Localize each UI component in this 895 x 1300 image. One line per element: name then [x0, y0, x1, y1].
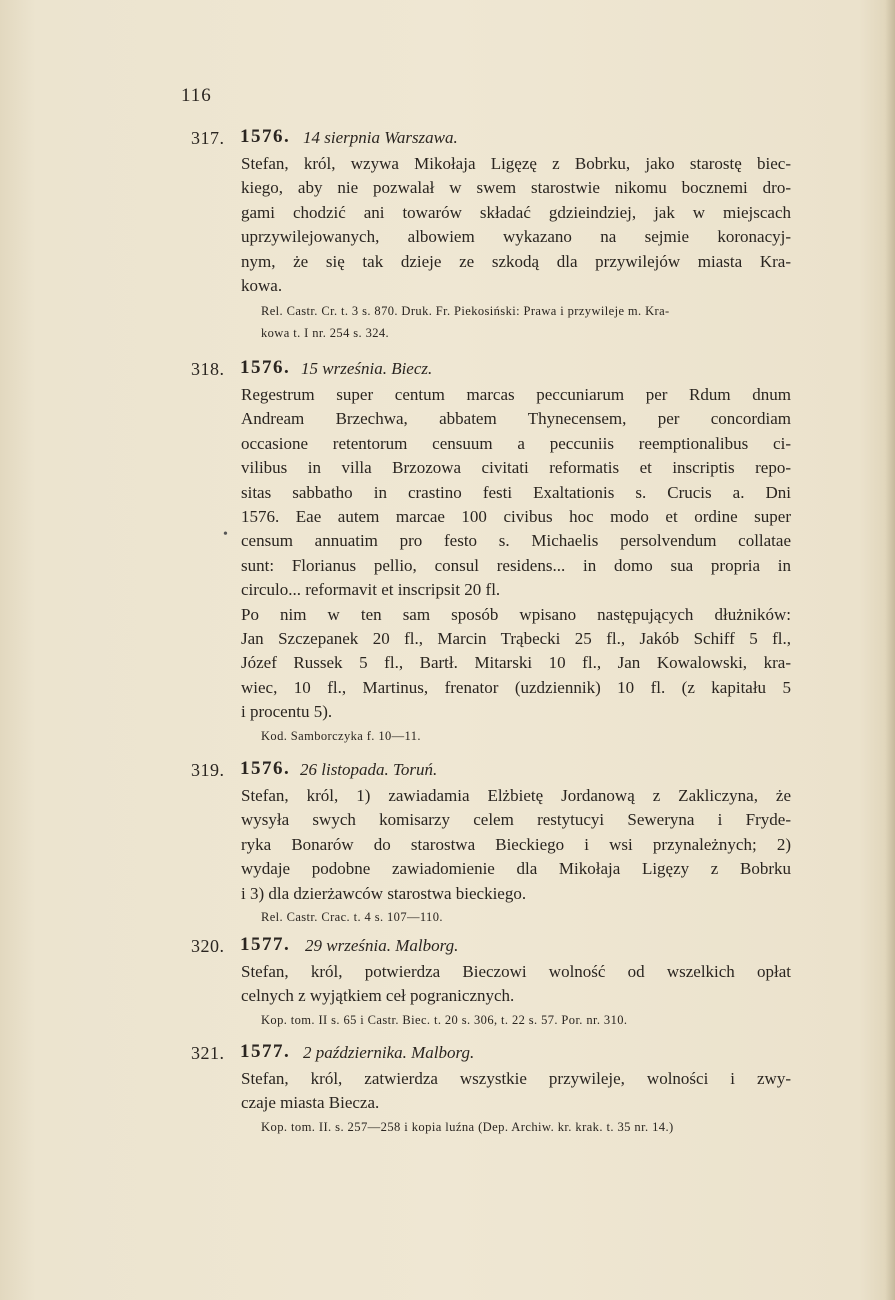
entry-date-place: 15 września. Biecz.: [301, 359, 433, 378]
text-line: gami chodzić ani towarów składać gdzieindziej, jak w miejscach: [241, 202, 791, 222]
text-line: i procentu 5).: [241, 702, 333, 722]
margin-mark: •: [223, 527, 228, 542]
entry-year: 1577.: [240, 1041, 291, 1062]
entry-source: [261, 1009, 791, 1031]
entry-318: [191, 357, 791, 747]
text-line: sunt: Florianus pellio, consul residens... in domo sua propria in: [241, 555, 791, 575]
page-number: 116: [181, 85, 212, 106]
entry-number: 318.: [191, 359, 225, 379]
entry-source: [261, 906, 791, 928]
text-line: Józef Russek 5 fl., Bartł. Mitarski 10 fl., Jan Kowalowski, kra-: [241, 653, 791, 673]
entry-date-place: 2 października. Malborg.: [303, 1043, 475, 1062]
entry-date-place: 14 sierpnia Warszawa.: [303, 128, 458, 147]
text-line: Regestrum super centum marcas peccuniarum per Rdum dnum: [241, 385, 791, 404]
source-line: Rel. Castr. Cr. t. 3 s. 870. Druk. Fr. Piekosiński: Prawa i przywileje m. Kra-: [261, 304, 670, 319]
text-line: 1576. Eae autem marcae 100 civibus hoc modo et ordine super: [241, 507, 791, 527]
source-line: Kop. tom. II. s. 257—258 i kopia luźna (Dep. Archiw. kr. krak. t. 35 nr. 14.): [261, 1119, 674, 1134]
text-line: occasione retentorum censuum a peccuniis reemptionalibus ci-: [241, 433, 791, 453]
entry-number: 321.: [191, 1043, 225, 1063]
entry-header: [191, 1041, 791, 1067]
entry-year: 1576.: [240, 357, 291, 378]
entry-header: [191, 758, 791, 784]
text-line: Stefan, król, 1) zawiadamia Elżbietę Jordanową z Zakliczyna, że: [241, 786, 791, 805]
entry-year: 1576.: [240, 758, 291, 779]
entry-year: 1577.: [240, 934, 291, 955]
text-line: uprzywilejowanych, albowiem wykazano na sejmie koronacyj-: [241, 227, 791, 247]
text-line: wysyła swych komisarzy celem restytucyi Seweryna i Fryde-: [241, 810, 791, 830]
entry-321: [191, 1041, 791, 1138]
entry-number: 320.: [191, 936, 225, 956]
entry-source: [261, 300, 791, 344]
text-line: censum annuatim pro festo s. Michaelis persolvendum collatae: [241, 531, 791, 551]
text-line: ryka Bonarów do starostwa Bieckiego i wsi przynależnych; 2): [241, 834, 791, 854]
text-line: celnych z wyjątkiem ceł pogranicznych.: [241, 986, 515, 1006]
entry-year: 1576.: [240, 126, 291, 147]
text-line: kiego, aby nie pozwalał w swem starostwie nikomu bocznemi dro-: [241, 178, 791, 198]
entry-body: [241, 152, 791, 298]
entry-317: [191, 126, 791, 344]
entry-header: [191, 934, 791, 960]
text-line: vilibus in villa Brzozowa civitati reformatis et inscriptis repo-: [241, 458, 791, 478]
text-line: czaje miasta Biecza.: [241, 1093, 380, 1113]
entry-number: 319.: [191, 760, 225, 780]
text-line: kowa.: [241, 276, 283, 296]
source-line: Kod. Samborczyka f. 10—11.: [261, 728, 421, 743]
entry-body: [241, 784, 791, 906]
text-line: Stefan, król, wzywa Mikołaja Ligęzę z Bobrku, jako starostę biec-: [241, 154, 791, 173]
entry-320: [191, 934, 791, 1031]
entry-header: [191, 126, 791, 152]
entry-number: 317.: [191, 128, 225, 148]
text-line: i 3) dla dzierżawców starostwa bieckiego.: [241, 883, 527, 903]
entry-body: [241, 1067, 791, 1116]
entry-date-place: 29 września. Malborg.: [305, 936, 459, 955]
text-line: wiec, 10 fl., Martinus, frenator (uzdziennik) 10 fl. (z kapitału 5: [241, 677, 791, 697]
text-line: Stefan, król, potwierdza Bieczowi wolność od wszelkich opłat: [241, 962, 791, 981]
text-line: wydaje podobne zawiadomienie dla Mikołaja Ligęzy z Bobrku: [241, 859, 791, 879]
entry-body: [241, 383, 791, 725]
entry-source: [261, 725, 791, 747]
source-line: kowa t. I nr. 254 s. 324.: [261, 326, 390, 341]
text-line: circulo... reformavit et inscripsit 20 fl.: [241, 580, 501, 600]
entry-source: [261, 1116, 791, 1138]
text-line: Andream Brzechwa, abbatem Thynecensem, per concordiam: [241, 409, 791, 429]
text-line: nym, że się tak dzieje ze szkodą dla przywilejów miasta Kra-: [241, 251, 791, 271]
text-line: Jan Szczepanek 20 fl., Marcin Trąbecki 25 fl., Jakób Schiff 5 fl.,: [241, 629, 791, 649]
source-line: Rel. Castr. Crac. t. 4 s. 107—110.: [261, 910, 443, 925]
text-line: Stefan, król, zatwierdza wszystkie przywileje, wolności i zwy-: [241, 1069, 791, 1088]
source-line: Kop. tom. II s. 65 i Castr. Biec. t. 20 s. 306, t. 22 s. 57. Por. nr. 310.: [261, 1012, 628, 1027]
text-line: Po nim w ten sam sposób wpisano następujących dłużników:: [241, 604, 791, 624]
text-line: sitas sabbatho in crastino festi Exaltationis s. Crucis a. Dni: [241, 482, 791, 502]
entry-date-place: 26 listopada. Toruń.: [300, 760, 438, 779]
page-edge-shadow: [885, 0, 895, 1300]
entry-body: [241, 960, 791, 1009]
entry-319: [191, 758, 791, 928]
entry-header: [191, 357, 791, 383]
